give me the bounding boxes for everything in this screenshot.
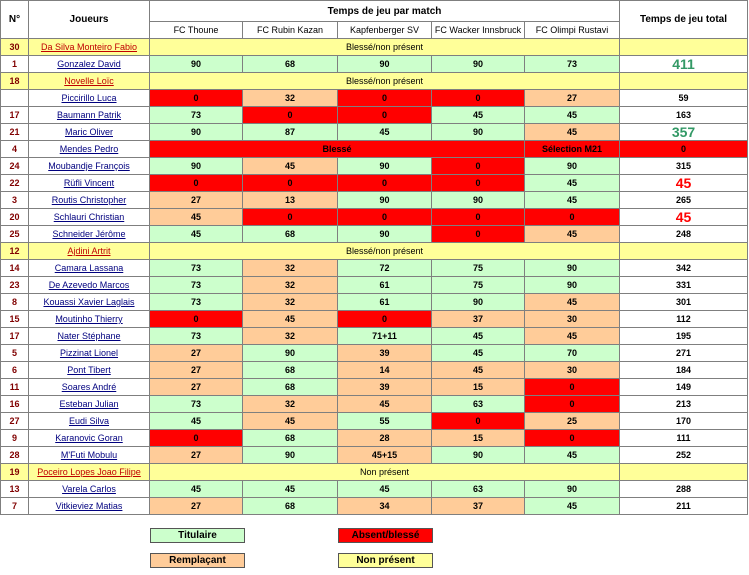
player-number: 21 <box>1 124 29 141</box>
match-minutes: 45 <box>525 294 620 311</box>
player-cell <box>29 124 150 141</box>
match-minutes: 45 <box>432 328 525 345</box>
total-minutes <box>620 243 748 260</box>
match-minutes: 90 <box>432 294 525 311</box>
total-minutes <box>620 73 748 90</box>
legend-absent: Absent/blessé <box>338 528 433 543</box>
player-name-link[interactable]: Schlauri Christian <box>53 212 125 222</box>
club-header: FC Thoune <box>150 22 243 39</box>
table-row <box>1 73 748 90</box>
legend-titulaire: Titulaire <box>150 528 245 543</box>
match-minutes: 73 <box>150 277 243 294</box>
player-name-link[interactable]: Soares André <box>61 382 117 392</box>
player-number: 12 <box>1 243 29 260</box>
table-row <box>1 396 748 413</box>
match-minutes: 28 <box>338 430 432 447</box>
match-minutes: 45 <box>525 124 620 141</box>
match-minutes: 0 <box>432 158 525 175</box>
match-minutes: 68 <box>243 362 338 379</box>
match-minutes: 45 <box>525 447 620 464</box>
player-name-link[interactable]: Nater Stéphane <box>57 331 121 341</box>
table-row <box>1 192 748 209</box>
player-name-link[interactable]: Vitkieviez Matias <box>55 501 123 511</box>
player-cell <box>29 328 150 345</box>
total-minutes: 411 <box>620 56 748 73</box>
player-number: 18 <box>1 73 29 90</box>
match-minutes: 27 <box>150 192 243 209</box>
table-row <box>1 260 748 277</box>
player-number: 13 <box>1 481 29 498</box>
match-minutes: 13 <box>243 192 338 209</box>
match-minutes: 63 <box>432 396 525 413</box>
player-name-link[interactable]: Poceiro Lopes Joao Filipe <box>37 467 141 477</box>
match-minutes: 90 <box>150 158 243 175</box>
player-name-link[interactable]: Da Silva Monteiro Fabio <box>40 42 138 52</box>
table-row <box>1 379 748 396</box>
table-row <box>1 56 748 73</box>
player-cell <box>29 192 150 209</box>
player-cell <box>29 260 150 277</box>
player-cell <box>29 277 150 294</box>
player-number: 19 <box>1 464 29 481</box>
match-minutes: 0 <box>150 430 243 447</box>
match-minutes: 0 <box>432 226 525 243</box>
match-minutes: 45 <box>525 107 620 124</box>
total-minutes: 213 <box>620 396 748 413</box>
match-minutes: 0 <box>338 311 432 328</box>
match-minutes: 0 <box>432 175 525 192</box>
player-name-link[interactable]: Baumann Patrik <box>56 110 122 120</box>
player-name-link[interactable]: Moutinho Thierry <box>55 314 123 324</box>
player-name-link[interactable]: Schneider Jérôme <box>52 229 126 239</box>
match-minutes: 45 <box>525 498 620 515</box>
match-minutes: 90 <box>525 158 620 175</box>
player-cell <box>29 447 150 464</box>
player-number: 20 <box>1 209 29 226</box>
player-cell <box>29 379 150 396</box>
table-row <box>1 226 748 243</box>
player-number: 27 <box>1 413 29 430</box>
total-minutes: 112 <box>620 311 748 328</box>
total-minutes: 331 <box>620 277 748 294</box>
player-number: 6 <box>1 362 29 379</box>
player-number: 17 <box>1 107 29 124</box>
player-cell <box>29 396 150 413</box>
player-number: 1 <box>1 56 29 73</box>
match-minutes: 32 <box>243 90 338 107</box>
player-number: 3 <box>1 192 29 209</box>
table-row <box>1 158 748 175</box>
player-cell <box>29 73 150 90</box>
match-minutes: 90 <box>243 447 338 464</box>
player-number: 30 <box>1 39 29 56</box>
table-row <box>1 175 748 192</box>
player-cell <box>29 345 150 362</box>
table-row <box>1 277 748 294</box>
table-row <box>1 464 748 481</box>
player-number: 4 <box>1 141 29 158</box>
player-number: 28 <box>1 447 29 464</box>
player-name-link[interactable]: Eudi Silva <box>68 416 110 426</box>
match-minutes: 27 <box>150 362 243 379</box>
total-minutes: 288 <box>620 481 748 498</box>
match-minutes: 27 <box>150 379 243 396</box>
match-minutes: 27 <box>150 498 243 515</box>
match-minutes: 27 <box>150 345 243 362</box>
match-minutes: 0 <box>338 209 432 226</box>
player-cell <box>29 141 150 158</box>
match-minutes: 0 <box>150 311 243 328</box>
match-minutes: 90 <box>150 56 243 73</box>
player-cell <box>29 158 150 175</box>
match-minutes: 61 <box>338 294 432 311</box>
match-minutes: 73 <box>150 107 243 124</box>
match-minutes: 90 <box>338 56 432 73</box>
header-match-group: Temps de jeu par match <box>150 1 620 22</box>
total-minutes <box>620 464 748 481</box>
match-minutes: 45 <box>150 481 243 498</box>
match-minutes: 32 <box>243 396 338 413</box>
match-minutes: 39 <box>338 379 432 396</box>
player-name-link[interactable]: Camara Lassana <box>54 263 124 273</box>
player-cell <box>29 107 150 124</box>
total-minutes: 265 <box>620 192 748 209</box>
match-minutes: 30 <box>525 362 620 379</box>
player-cell <box>29 413 150 430</box>
table-row <box>1 345 748 362</box>
match-minutes: 27 <box>525 90 620 107</box>
match-minutes: 37 <box>432 498 525 515</box>
match-minutes: 68 <box>243 498 338 515</box>
table-row <box>1 243 748 260</box>
match-minutes: 0 <box>525 430 620 447</box>
table-row <box>1 90 748 107</box>
match-minutes: 45 <box>525 328 620 345</box>
match-minutes: 45 <box>525 226 620 243</box>
total-minutes: 252 <box>620 447 748 464</box>
status-note: Blessé/non présent <box>150 73 620 90</box>
match-minutes: 73 <box>150 328 243 345</box>
total-minutes: 211 <box>620 498 748 515</box>
table-row <box>1 328 748 345</box>
table-row <box>1 430 748 447</box>
club-header: FC Olimpi Rustavi <box>525 22 620 39</box>
legend-remplacant: Remplaçant <box>150 553 245 568</box>
player-cell <box>29 39 150 56</box>
match-minutes: 75 <box>432 277 525 294</box>
table-row <box>1 413 748 430</box>
match-minutes: 73 <box>150 260 243 277</box>
match-minutes: 27 <box>150 447 243 464</box>
match-minutes: 0 <box>525 209 620 226</box>
match-minutes: 90 <box>150 124 243 141</box>
match-minutes: 68 <box>243 379 338 396</box>
table-row <box>1 107 748 124</box>
player-cell <box>29 464 150 481</box>
match-minutes: 39 <box>338 345 432 362</box>
player-cell <box>29 243 150 260</box>
total-minutes: 301 <box>620 294 748 311</box>
match-minutes: 0 <box>432 413 525 430</box>
match-minutes: 72 <box>338 260 432 277</box>
player-number: 14 <box>1 260 29 277</box>
total-minutes: 342 <box>620 260 748 277</box>
match-minutes: 45 <box>338 396 432 413</box>
match-minutes: 61 <box>338 277 432 294</box>
player-cell <box>29 56 150 73</box>
match-minutes: 90 <box>243 345 338 362</box>
player-number: 11 <box>1 379 29 396</box>
match-minutes: 90 <box>338 192 432 209</box>
player-name-link[interactable]: Pont Tibert <box>67 365 111 375</box>
match-minutes: 45+15 <box>338 447 432 464</box>
match-minutes: 90 <box>338 226 432 243</box>
player-cell <box>29 311 150 328</box>
player-name-link[interactable]: De Azevedo Marcos <box>48 280 130 290</box>
match-minutes: 68 <box>243 430 338 447</box>
total-minutes: 315 <box>620 158 748 175</box>
match-minutes: 90 <box>525 277 620 294</box>
match-minutes: 15 <box>432 430 525 447</box>
club-header: Kapfenberger SV <box>338 22 432 39</box>
match-minutes: 45 <box>243 413 338 430</box>
match-minutes: 45 <box>150 226 243 243</box>
match-minutes: 32 <box>243 328 338 345</box>
player-number: 22 <box>1 175 29 192</box>
match-minutes: 45 <box>525 192 620 209</box>
player-cell <box>29 362 150 379</box>
match-minutes: 73 <box>525 56 620 73</box>
match-minutes: 45 <box>432 362 525 379</box>
total-minutes: 149 <box>620 379 748 396</box>
table-row <box>1 447 748 464</box>
table-row <box>1 498 748 515</box>
match-minutes: 0 <box>243 209 338 226</box>
player-number: 25 <box>1 226 29 243</box>
match-minutes: 90 <box>432 124 525 141</box>
match-minutes: 0 <box>243 107 338 124</box>
player-number: 16 <box>1 396 29 413</box>
match-minutes: 45 <box>338 481 432 498</box>
match-minutes: 32 <box>243 277 338 294</box>
match-minutes: 45 <box>243 481 338 498</box>
match-minutes: 90 <box>525 260 620 277</box>
player-cell <box>29 430 150 447</box>
table-row <box>1 311 748 328</box>
match-minutes: 0 <box>243 175 338 192</box>
player-number: 7 <box>1 498 29 515</box>
match-minutes: 70 <box>525 345 620 362</box>
match-minutes: 15 <box>432 379 525 396</box>
player-name-link[interactable]: Kouassi Xavier Laglais <box>43 297 135 307</box>
player-name-link[interactable]: Gonzalez David <box>57 59 121 69</box>
player-number: 9 <box>1 430 29 447</box>
player-number: 5 <box>1 345 29 362</box>
player-name-link[interactable]: Routis Christopher <box>51 195 127 205</box>
player-cell <box>29 209 150 226</box>
table-row <box>1 39 748 56</box>
player-name-link[interactable]: Novelle Loïc <box>64 76 114 86</box>
match-minutes: 90 <box>525 481 620 498</box>
total-minutes: 163 <box>620 107 748 124</box>
match-minutes: 0 <box>525 379 620 396</box>
match-minutes: 0 <box>338 175 432 192</box>
player-name-link[interactable]: Piccirillo Luca <box>61 93 117 103</box>
match-minutes: 34 <box>338 498 432 515</box>
player-number: 23 <box>1 277 29 294</box>
total-minutes: 357 <box>620 124 748 141</box>
club-header: FC Wacker Innsbruck <box>432 22 525 39</box>
legend-non-present: Non présent <box>338 553 433 568</box>
total-minutes: 195 <box>620 328 748 345</box>
total-minutes: 45 <box>620 175 748 192</box>
player-cell <box>29 294 150 311</box>
header-players: Joueurs <box>29 1 150 39</box>
match-minutes: 45 <box>243 311 338 328</box>
table-row <box>1 362 748 379</box>
player-name-link[interactable]: Karanovic Goran <box>55 433 123 443</box>
player-name-link[interactable]: M'Futi Mobulu <box>60 450 118 460</box>
player-number: 17 <box>1 328 29 345</box>
match-minutes: 90 <box>432 56 525 73</box>
match-minutes: 90 <box>432 447 525 464</box>
match-minutes: 14 <box>338 362 432 379</box>
table-row <box>1 481 748 498</box>
match-minutes: 68 <box>243 56 338 73</box>
match-minutes: 75 <box>432 260 525 277</box>
player-number: 24 <box>1 158 29 175</box>
match-minutes: 45 <box>243 158 338 175</box>
match-minutes: 25 <box>525 413 620 430</box>
match-minutes: 71+11 <box>338 328 432 345</box>
total-minutes: 111 <box>620 430 748 447</box>
player-name-link[interactable]: Maric Oliver <box>64 127 113 137</box>
match-minutes: 0 <box>150 90 243 107</box>
club-header: FC Rubin Kazan <box>243 22 338 39</box>
total-minutes: 248 <box>620 226 748 243</box>
total-minutes <box>620 39 748 56</box>
match-minutes: 55 <box>338 413 432 430</box>
match-minutes: 30 <box>525 311 620 328</box>
total-minutes: 271 <box>620 345 748 362</box>
match-minutes: 0 <box>150 175 243 192</box>
match-minutes: 45 <box>525 175 620 192</box>
match-minutes: 63 <box>432 481 525 498</box>
status-note-secondary: Sélection M21 <box>525 141 620 158</box>
total-minutes: 184 <box>620 362 748 379</box>
match-minutes: 45 <box>432 345 525 362</box>
player-number <box>1 90 29 107</box>
player-cell <box>29 226 150 243</box>
player-number: 15 <box>1 311 29 328</box>
status-note: Blessé/non présent <box>150 243 620 260</box>
player-name-link[interactable]: Varela Carlos <box>62 484 116 494</box>
match-minutes: 45 <box>432 107 525 124</box>
match-minutes: 32 <box>243 294 338 311</box>
status-note: Non présent <box>150 464 620 481</box>
player-cell <box>29 90 150 107</box>
table-row <box>1 124 748 141</box>
match-minutes: 0 <box>338 90 432 107</box>
match-minutes: 73 <box>150 396 243 413</box>
header-total: Temps de jeu total <box>620 1 748 39</box>
status-note: Blessé <box>150 141 525 158</box>
player-name-link[interactable]: Rüfli Vincent <box>63 178 115 188</box>
match-minutes: 0 <box>432 209 525 226</box>
table-row <box>1 209 748 226</box>
player-name-link[interactable]: Moubandje François <box>48 161 130 171</box>
player-cell <box>29 498 150 515</box>
match-minutes: 90 <box>338 158 432 175</box>
table-row <box>1 141 748 158</box>
match-minutes: 45 <box>338 124 432 141</box>
header-num: N° <box>1 1 29 39</box>
player-name-link[interactable]: Ajdini Artrit <box>67 246 111 256</box>
status-note: Blessé/non présent <box>150 39 620 56</box>
match-minutes: 0 <box>338 107 432 124</box>
table-row <box>1 294 748 311</box>
match-minutes: 73 <box>150 294 243 311</box>
total-minutes: 59 <box>620 90 748 107</box>
player-number: 8 <box>1 294 29 311</box>
match-minutes: 0 <box>432 90 525 107</box>
total-minutes: 170 <box>620 413 748 430</box>
player-name-link[interactable]: Pizzinat Lionel <box>59 348 119 358</box>
match-minutes: 68 <box>243 226 338 243</box>
match-minutes: 90 <box>432 192 525 209</box>
total-minutes: 0 <box>620 141 748 158</box>
match-minutes: 32 <box>243 260 338 277</box>
match-minutes: 87 <box>243 124 338 141</box>
match-minutes: 37 <box>432 311 525 328</box>
player-name-link[interactable]: Mendes Pedro <box>59 144 119 154</box>
player-name-link[interactable]: Esteban Julian <box>59 399 119 409</box>
player-cell <box>29 481 150 498</box>
match-minutes: 45 <box>150 209 243 226</box>
match-minutes: 0 <box>525 396 620 413</box>
match-minutes: 45 <box>150 413 243 430</box>
player-cell <box>29 175 150 192</box>
total-minutes: 45 <box>620 209 748 226</box>
